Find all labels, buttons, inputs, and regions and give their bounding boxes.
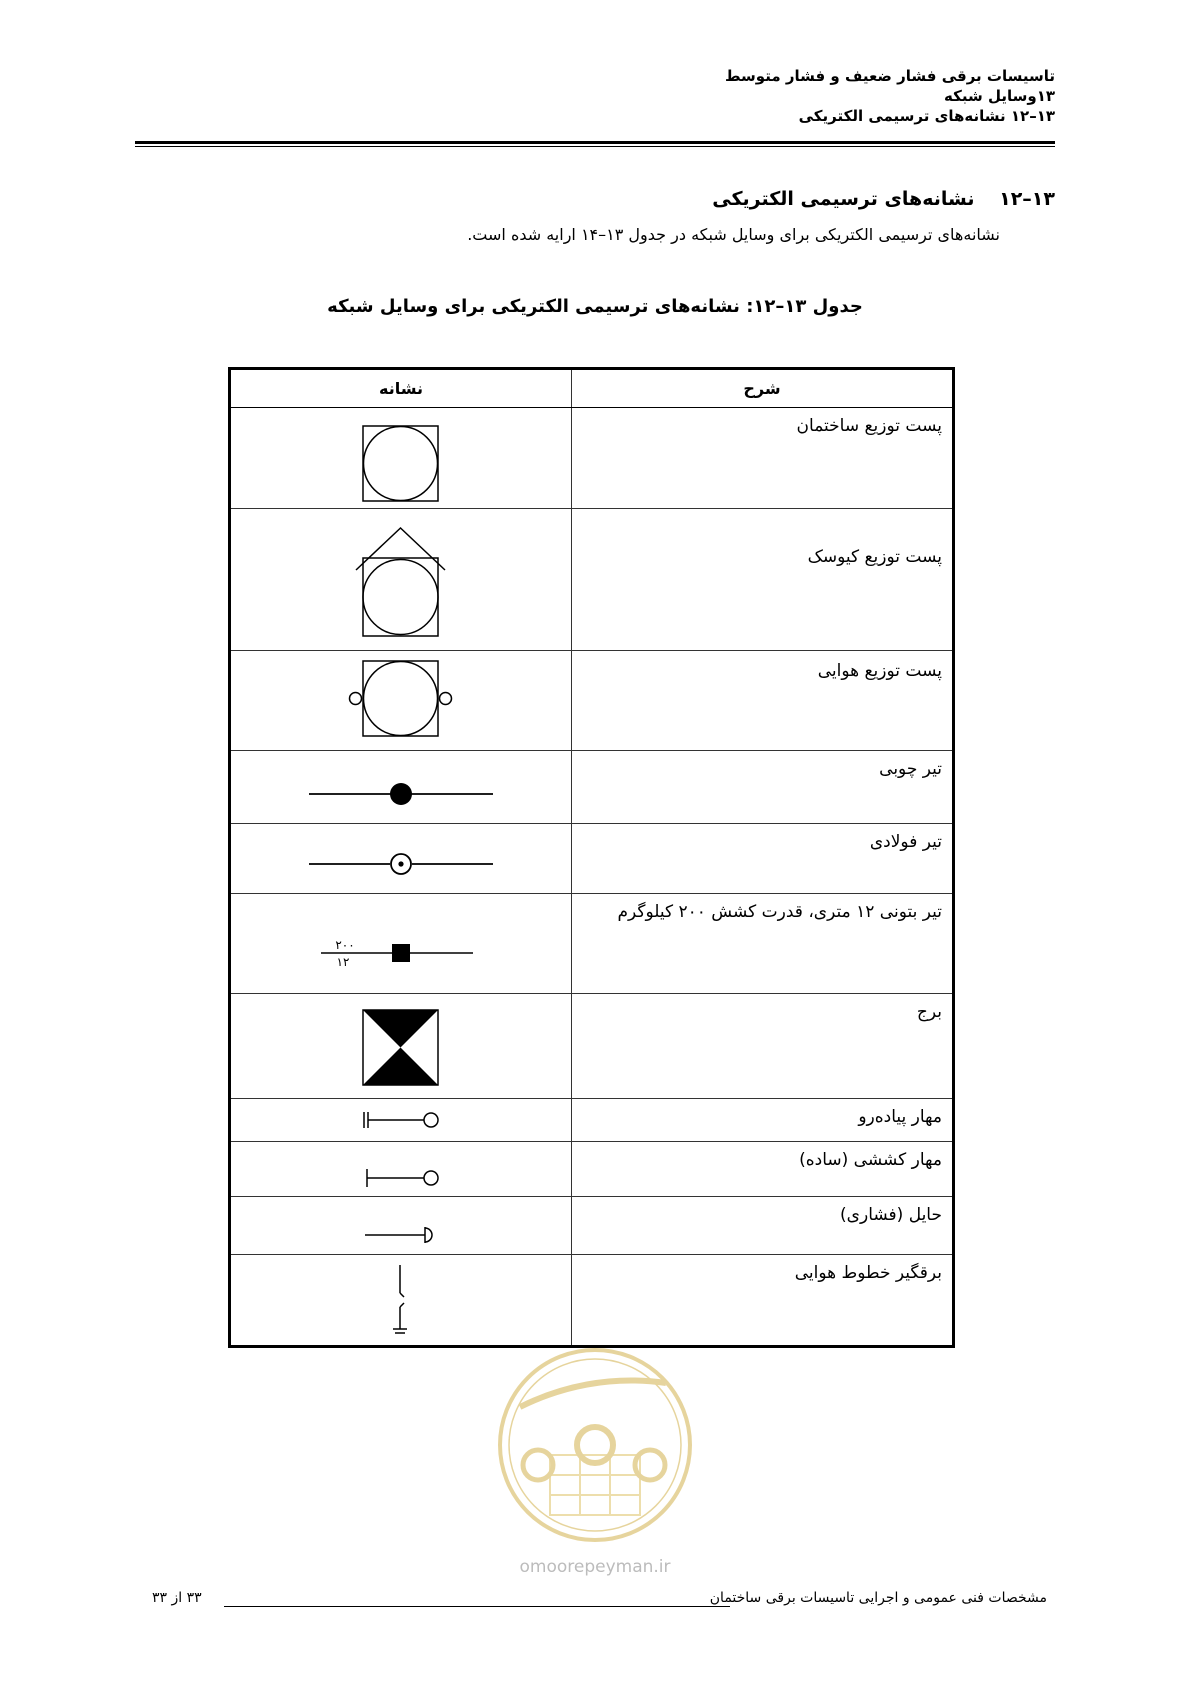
table-row bbox=[230, 1197, 954, 1255]
table-row bbox=[230, 824, 954, 894]
symbol-cell bbox=[230, 994, 572, 1099]
watermark-seal-icon bbox=[490, 1335, 700, 1555]
header-line-2: ۱۳وسایل شبکه bbox=[944, 87, 1055, 105]
description-cell: برج bbox=[572, 994, 954, 1099]
overhead-substation-icon bbox=[341, 651, 461, 749]
description-cell: حایل (فشاری) bbox=[572, 1197, 954, 1255]
section-heading bbox=[712, 188, 1055, 210]
intro-paragraph: نشانه‌های ترسیمی الکتریکی برای وسایل شبکه در جدول ۱۳–۱۴ ارایه شده است. bbox=[467, 225, 1000, 244]
section-title: نشانه‌های ترسیمی الکتریکی bbox=[712, 188, 975, 210]
description-cell: تیر فولادی bbox=[572, 824, 954, 894]
symbol-cell bbox=[230, 1142, 572, 1197]
table-row bbox=[230, 894, 954, 994]
symbols-table bbox=[228, 367, 955, 1348]
table-row bbox=[230, 408, 954, 509]
description-cell: مهار پیاده‌رو bbox=[572, 1099, 954, 1142]
table-row bbox=[230, 1142, 954, 1197]
header-symbol: نشانه bbox=[230, 369, 572, 408]
symbol-cell bbox=[230, 894, 572, 994]
fraction-top: ۲۰۰ bbox=[335, 938, 355, 952]
concrete-pole-icon bbox=[301, 894, 501, 990]
tower-icon bbox=[341, 994, 461, 1094]
sidewalk-guy-icon bbox=[341, 1099, 461, 1139]
table-row bbox=[230, 994, 954, 1099]
steel-pole-icon bbox=[301, 824, 501, 890]
description-cell: تیر چوبی bbox=[572, 751, 954, 824]
section-number: ۱۳–۱۲ bbox=[999, 188, 1055, 210]
table-header-row bbox=[230, 369, 954, 408]
watermark-site: omoorepeyman.ir bbox=[519, 1557, 671, 1577]
page-number: ۳۳ از ۳۳ bbox=[152, 1590, 202, 1606]
symbol-cell bbox=[230, 1197, 572, 1255]
table-row bbox=[230, 751, 954, 824]
simple-guy-icon bbox=[341, 1142, 461, 1194]
symbol-cell bbox=[230, 651, 572, 751]
description-cell: مهار کششی (ساده) bbox=[572, 1142, 954, 1197]
symbol-cell bbox=[230, 509, 572, 651]
kiosk-substation-icon bbox=[341, 509, 461, 647]
surge-arrester-icon bbox=[341, 1255, 461, 1343]
table-row bbox=[230, 509, 954, 651]
symbol-cell bbox=[230, 1255, 572, 1347]
wooden-pole-icon bbox=[301, 751, 501, 821]
description-cell: برقگیر خطوط هوایی bbox=[572, 1255, 954, 1347]
table-row bbox=[230, 1255, 954, 1347]
footer-rule bbox=[224, 1606, 730, 1607]
building-substation-icon bbox=[341, 408, 461, 506]
header-rule-thin bbox=[135, 146, 1055, 147]
fraction-bottom: ۱۲ bbox=[336, 955, 350, 969]
footer-text: مشخصات فنی عمومی و اجرایی تاسیسات برقی ساختمان bbox=[709, 1590, 1047, 1606]
table-caption: جدول ۱۳–۱۲: نشانه‌های ترسیمی الکتریکی برای وسایل شبکه bbox=[327, 296, 863, 317]
table-row bbox=[230, 1099, 954, 1142]
description-cell: پست توزیع هوایی bbox=[572, 651, 954, 751]
symbol-cell bbox=[230, 1099, 572, 1142]
table-row bbox=[230, 651, 954, 751]
symbol-cell bbox=[230, 751, 572, 824]
symbol-cell bbox=[230, 408, 572, 509]
description-cell: پست توزیع کیوسک bbox=[572, 509, 954, 651]
header-description: شرح bbox=[572, 369, 954, 408]
header-line-3: ۱۳–۱۲ نشانه‌های ترسیمی الکتریکی bbox=[798, 107, 1055, 125]
symbol-cell bbox=[230, 824, 572, 894]
description-cell: تیر بتونی ۱۲ متری، قدرت کشش ۲۰۰ کیلوگرم bbox=[572, 894, 954, 994]
push-brace-icon bbox=[341, 1197, 461, 1252]
running-header bbox=[725, 66, 1055, 126]
header-line-1: تاسیسات برقی فشار ضعیف و فشار متوسط bbox=[724, 67, 1055, 85]
description-cell: پست توزیع ساختمان bbox=[572, 408, 954, 509]
header-rule-thick bbox=[135, 141, 1055, 144]
